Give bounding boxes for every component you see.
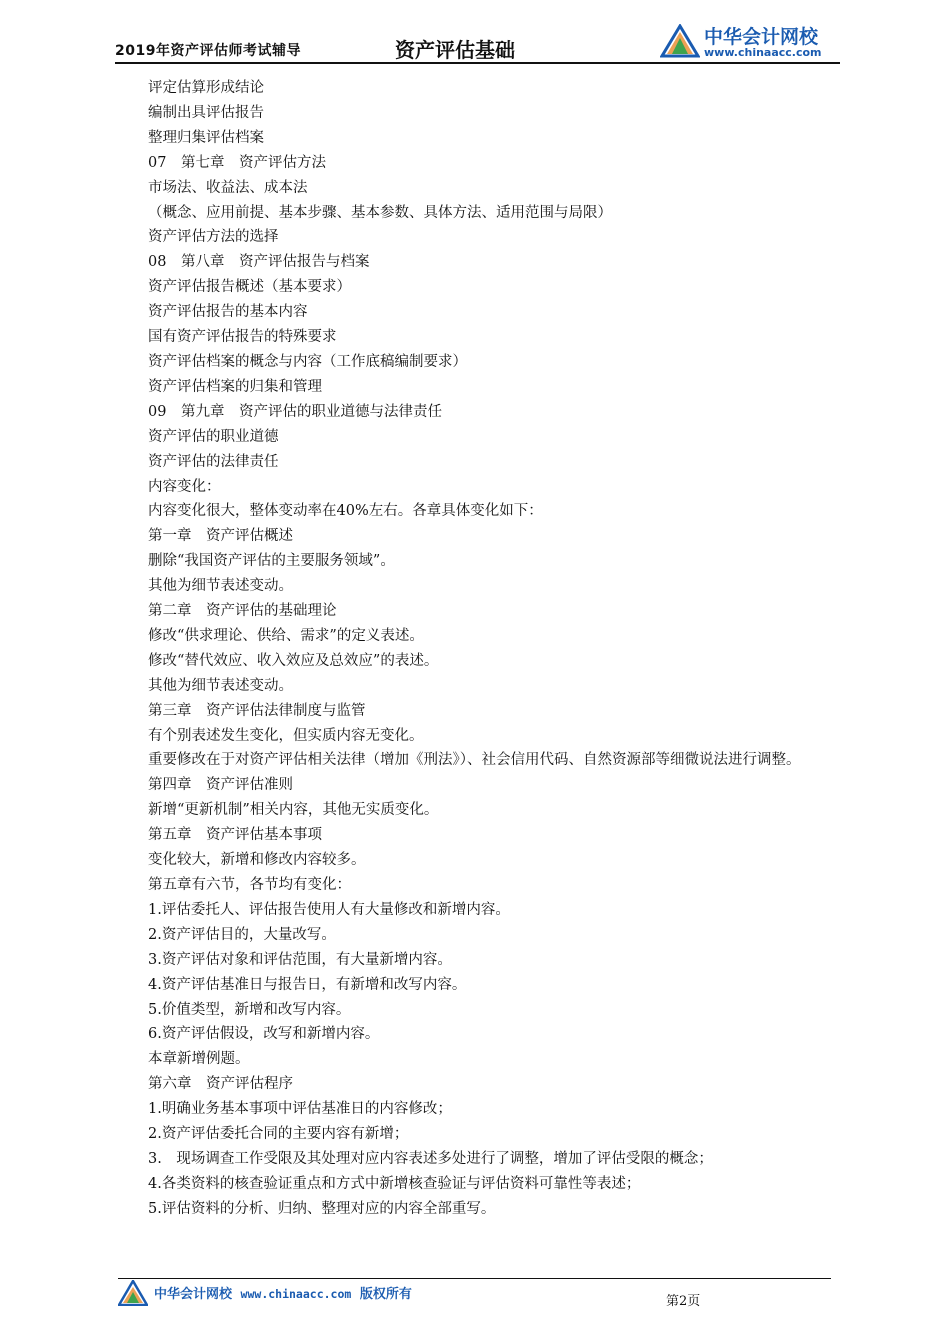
list-item: 5.价值类型，新增和改写内容。 <box>148 1001 351 1018</box>
logo-url-text: www.chinaacc.com <box>704 46 822 59</box>
list-item: 4.资产评估基准日与报告日，有新增和改写内容。 <box>148 976 467 993</box>
footer-brand-name: 中华会计网校 <box>154 1287 233 1302</box>
body-line: 资产评估的法律责任 <box>148 453 279 470</box>
chapter-heading: 08 第八章 资产评估报告与档案 <box>148 254 370 271</box>
footer-url: www.chinaacc.com <box>240 1287 352 1301</box>
document-body <box>118 76 840 1222</box>
list-item: 4.各类资料的核查验证重点和方式中新增核查验证与评估资料可靠性等表述； <box>148 1175 641 1192</box>
body-line: 其他为细节表述变动。 <box>148 677 293 694</box>
body-line: 资产评估报告概述（基本要求） <box>148 279 351 296</box>
header-course-title: 2019年资产评估师考试辅导 <box>115 43 301 59</box>
body-line: 本章新增例题。 <box>148 1051 250 1068</box>
header-subject-title: 资产评估基础 <box>395 38 515 62</box>
body-line: 删除“我国资产评估的主要服务领域”。 <box>148 553 395 570</box>
chapter-heading: 第一章 资产评估概述 <box>148 528 293 545</box>
chapter-heading: 09 第九章 资产评估的职业道德与法律责任 <box>148 403 442 420</box>
body-line: 资产评估方法的选择 <box>148 229 279 246</box>
body-line: 修改“供求理论、供给、需求”的定义表述。 <box>148 627 424 644</box>
body-line: 内容变化很大，整体变动率在40%左右。各章具体变化如下： <box>148 503 543 520</box>
body-line: 资产评估报告的基本内容 <box>148 304 308 321</box>
body-paragraph: 重要修改在于对资产评估相关法律（增加《刑法》）、社会信用代码、自然资源部等细微说法进行调整。 <box>148 752 801 769</box>
section-heading: 内容变化： <box>148 478 221 495</box>
footer-logo-triangle-icon <box>118 1280 148 1306</box>
logo-brand-text: 中华会计网校 <box>704 26 819 48</box>
body-line: 修改“替代效应、收入效应及总效应”的表述。 <box>148 652 439 669</box>
chapter-heading: 第六章 资产评估程序 <box>148 1076 293 1093</box>
footer-rights: 版权所有 <box>359 1287 412 1302</box>
body-line: 评定估算形成结论 <box>148 80 264 96</box>
page-number: 第2页 <box>666 1294 701 1309</box>
list-item: 3.资产评估对象和评估范围，有大量新增内容。 <box>148 951 452 968</box>
body-line: 第五章有六节，各节均有变化： <box>148 877 351 893</box>
body-line: 资产评估档案的概念与内容（工作底稿编制要求） <box>148 353 467 370</box>
body-line: 编制出具评估报告 <box>148 104 264 121</box>
list-item: 2.资产评估目的，大量改写。 <box>148 926 336 943</box>
list-item: 1.明确业务基本事项中评估基准日的内容修改； <box>148 1101 452 1118</box>
page-header <box>115 22 840 64</box>
body-line: 其他为细节表述变动。 <box>148 578 293 595</box>
chapter-heading: 07 第七章 资产评估方法 <box>148 154 326 171</box>
chapter-heading: 第二章 资产评估的基础理论 <box>148 603 337 620</box>
footer-divider <box>118 1278 831 1279</box>
body-line: 市场法、收益法、成本法 <box>148 179 308 196</box>
chapter-heading: 第五章 资产评估基本事项 <box>148 827 322 844</box>
body-line: 有个别表述发生变化，但实质内容无变化。 <box>148 727 424 744</box>
body-line: 资产评估的职业道德 <box>148 428 279 445</box>
body-line: 整理归集评估档案 <box>148 129 264 146</box>
chapter-heading: 第四章 资产评估准则 <box>148 777 293 794</box>
list-item: 6.资产评估假设，改写和新增内容。 <box>148 1026 380 1043</box>
list-item: 5.评估资料的分析、归纳、整理对应的内容全部重写。 <box>148 1200 496 1217</box>
logo-triangle-icon <box>660 24 700 58</box>
body-line: 资产评估档案的归集和管理 <box>148 378 322 395</box>
body-line: 变化较大，新增和修改内容较多。 <box>148 852 366 869</box>
list-item: 2.资产评估委托合同的主要内容有新增； <box>148 1126 409 1143</box>
list-item: 3. 现场调查工作受限及其处理对应内容表述多处进行了调整，增加了评估受限的概念； <box>148 1150 713 1167</box>
footer-brand-text <box>154 1283 412 1302</box>
body-line: 新增“更新机制”相关内容，其他无实质变化。 <box>148 802 439 819</box>
body-line: （概念、应用前提、基本步骤、基本参数、具体方法、适用范围与局限） <box>148 204 612 221</box>
header-logo <box>660 22 840 60</box>
body-line: 国有资产评估报告的特殊要求 <box>148 329 337 346</box>
list-item: 1.评估委托人、评估报告使用人有大量修改和新增内容。 <box>148 901 510 918</box>
chapter-heading: 第三章 资产评估法律制度与监管 <box>148 702 366 719</box>
